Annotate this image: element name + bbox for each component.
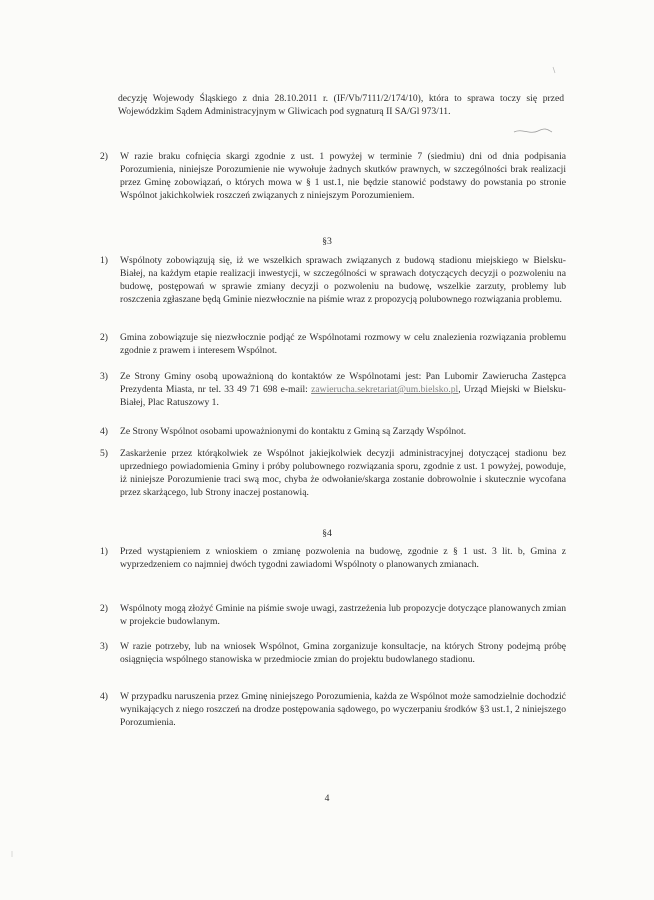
section4-item-3 — [100, 640, 566, 666]
item-text: Przed wystąpieniem z wnioskiem o zmianę pozwolenia na budowę, zgodnie z § 1 ust. 3 lit. b, Gmina z wyprzedzeniem co najmniej dwóch tygodni zawiadomi Wspólnoty o planowanych zmianach. — [120, 546, 566, 570]
item-number: 5) — [100, 448, 108, 459]
section4-item-2 — [100, 602, 566, 628]
item-number: 1) — [100, 255, 108, 266]
scan-speck-icon — [10, 850, 14, 858]
item-number: 4) — [100, 426, 108, 437]
item-number: 4) — [100, 691, 108, 702]
contact-address-text: , Urząd Miejski w Bielsku-Białej, Plac Ratuszowy 1. — [120, 384, 566, 408]
section4-item-1 — [100, 545, 566, 571]
contact-email-link[interactable]: zawierucha.sekretariat@um.bielsko.pl — [311, 384, 459, 395]
item-text: Gmina zobowiązuje się niezwłocznie podjąć ze Wspólnotami rozmowy w celu znalezienia rozwiązania problemu zgodnie z prawem i interesem Wspólnot. — [120, 332, 566, 356]
contact-text: Ze Strony Gminy osobą upoważnioną do kontaktów ze Wspólnotami jest: Pan Lubomir Zawierucha Zastępca Prezydenta Miasta, nr tel. 33 49 71 698 e-mail: — [120, 371, 566, 395]
section3-item-5 — [100, 447, 566, 499]
section3-heading: §3 — [322, 236, 332, 247]
item-number: 1) — [100, 546, 108, 557]
item-text: W razie braku cofnięcia skargi zgodnie z ust. 1 powyżej w terminie 7 (siedmiu) dni od dnia podpisania Porozumienia, niniejsze Porozumienie nie wywołuje żadnych skutków prawnych, w szczególności brak realizacji przez Gminę zobowiązań, o których mowa w § 1 ust.1, nie będzie stanowić podstawy do powstania po stronie Wspólnot jakichkolwiek roszczeń związanych z niniejszym Porozumieniem. — [120, 151, 566, 201]
page-number: 4 — [324, 793, 330, 804]
item-number: 3) — [100, 641, 108, 652]
item-text: Zaskarżenie przez którąkolwiek ze Wspólnot jakiejkolwiek decyzji administracyjnej dotyczącej stadionu bez uprzedniego powiadomienia Gminy i próby polubownego rozwiązania sporu, zgodnie z ust. 1 powyżej, powoduje, iż niniejsze Porozumienie traci swą moc, chyba że odwołanie/skarga zostanie dobrowolnie i skutecznie wycofana przez skarżącego, lub Strony inaczej postanowią. — [120, 448, 566, 498]
item-text — [120, 370, 566, 409]
scan-mark-icon — [551, 65, 559, 75]
section3-item-4 — [100, 425, 566, 438]
item-text: W przypadku naruszenia przez Gminę niniejszego Porozumienia, każda ze Wspólnot może samodzielnie dochodzić wynikających z niego roszczeń na drodze postępowania sądowego, po wyczerpaniu środków §3 ust.1, 2 niniejszego Porozumienia. — [120, 691, 566, 728]
section2-item-2 — [100, 150, 566, 202]
item-text: W razie potrzeby, lub na wniosek Wspólnot, Gmina zorganizuje konsultacje, na których Strony podejmą próbę osiągnięcia wspólnego stanowiska w przedmiocie zmian do projektu budowlanego stadionu. — [120, 641, 566, 665]
section4-heading: §4 — [322, 528, 332, 539]
section3-item-3 — [100, 370, 566, 409]
section3-item-1 — [100, 254, 566, 306]
handwritten-mark-icon — [512, 126, 554, 136]
intro-paragraph: decyzję Wojewody Śląskiego z dnia 28.10.2011 r. (IF/Vb/7111/2/174/10), która to sprawa toczy się przed Wojewódzkim Sądem Administracyjnym w Gliwicach pod sygnaturą II SA/Gl 973/11. — [118, 93, 564, 117]
item-number: 3) — [100, 371, 108, 382]
item-number: 2) — [100, 332, 108, 343]
item-number: 2) — [100, 151, 108, 162]
item-text: Wspólnoty zobowiązują się, iż we wszelkich sprawach związanych z budową stadionu miejskiego w Bielsku-Białej, na każdym etapie realizacji inwestycji, w szczególności w sprawach dotyczących decyzji o pozwoleniu na budowę, postępowań w sprawie zmiany decyzji o pozwoleniu na budowę, wszelkie zarzuty, problemy lub roszczenia zgłaszane będą Gminie niezwłocznie na piśmie wraz z propozycją polubownego rozwiązania problemu. — [120, 255, 566, 305]
item-number: 2) — [100, 603, 108, 614]
item-text: Wspólnoty mogą złożyć Gminie na piśmie swoje uwagi, zastrzeżenia lub propozycje dotyczące planowanych zmian w projekcie budowlanym. — [120, 603, 566, 627]
section4-item-4 — [100, 690, 566, 729]
section3-item-2 — [100, 331, 566, 357]
item-text: Ze Strony Wspólnot osobami upoważnionymi do kontaktu z Gminą są Zarządy Wspólnot. — [120, 426, 467, 437]
